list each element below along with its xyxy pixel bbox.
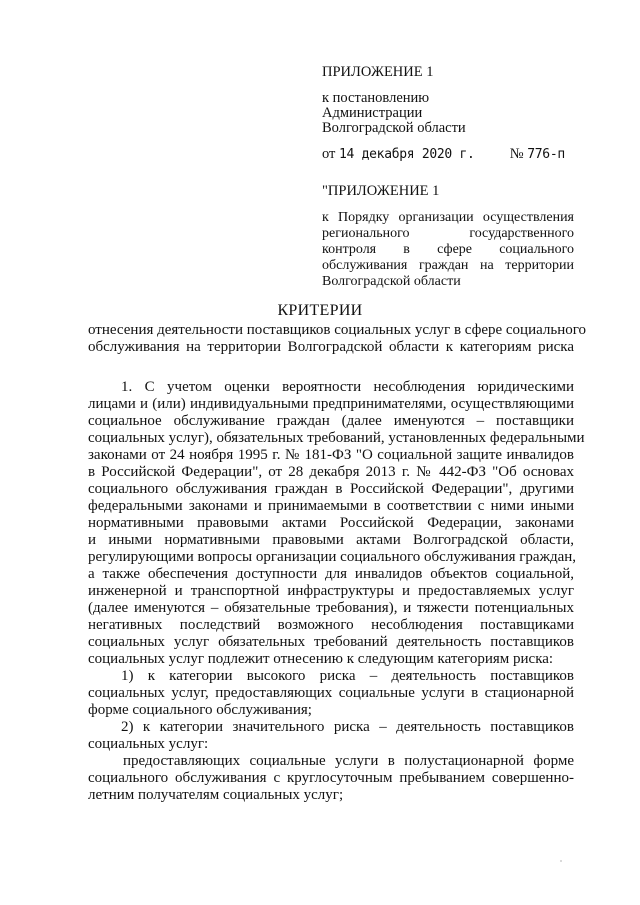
scan-speck — [560, 860, 562, 862]
body-line: а также обеспечения доступности для инвалидов объектов социальной, — [88, 566, 574, 582]
decree-date-line — [322, 146, 565, 163]
body-line: федеральными законами и принимаемыми в соответствии с ними иными — [88, 498, 574, 514]
appendix-reference-line: Администрации — [322, 105, 423, 121]
body-line: инженерной и транспортной инфраструктуры и предоставляемых услуг — [88, 583, 574, 599]
sub-item-line: социального обслуживания с круглосуточным пребыванием совершенно- — [88, 770, 574, 786]
body-line: регулирующими вопросы организации социального обслуживания граждан, — [88, 549, 577, 565]
date-prefix: от — [322, 146, 336, 162]
decree-number: 776-п — [527, 147, 565, 162]
list-item-line: 2) к категории значительного риска – деятельность поставщиков — [121, 719, 574, 735]
body-line: лицами и (или) индивидуальными предпринимателями, осуществляющими — [88, 396, 574, 412]
body-line: (далее именуются – обязательные требования), и тяжести потенциальных — [88, 600, 574, 616]
appendix-reference-line: регионального государственного — [322, 226, 574, 241]
body-line: социальных услуг), обязательных требований, установленных федеральными — [88, 430, 585, 446]
appendix-title: ПРИЛОЖЕНИЕ 1 — [322, 64, 434, 80]
document-heading: КРИТЕРИИ — [277, 302, 363, 319]
appendix-reference — [322, 210, 574, 290]
appendix-reference-line: контроля в сфере социального — [322, 242, 574, 257]
appendix-title: "ПРИЛОЖЕНИЕ 1 — [322, 183, 440, 199]
appendix-reference-line: к Порядку организации осуществления — [322, 210, 574, 225]
document-subtitle — [88, 322, 587, 356]
number-sign: № — [509, 146, 524, 162]
list-item-line: 1) к категории высокого риска – деятельность поставщиков — [121, 668, 574, 684]
body-line: нормативными правовыми актами Российской Федерации, законами — [88, 515, 574, 531]
body-line: законами от 24 ноября 1995 г. № 181-ФЗ "О социальной защите инвалидов — [88, 447, 574, 463]
subtitle-line: обслуживания на территории Волгоградской области к категориям риска — [88, 339, 574, 355]
body-line: в Российской Федерации", от 28 декабря 2013 г. № 442-ФЗ "Об основах — [88, 464, 574, 480]
document-body — [88, 379, 585, 804]
decree-date: 14 декабря 2020 г. — [339, 147, 475, 162]
body-line: негативных последствий возможного несоблюдения поставщиками — [88, 617, 574, 633]
body-line: 1. С учетом оценки вероятности несоблюдения юридическими — [121, 379, 574, 395]
appendix-reference-line: обслуживания граждан на территории — [322, 258, 574, 273]
appendix-reference-line: Волгоградской области — [322, 274, 461, 289]
body-line: социальных услуг обязательных требований деятельность поставщиков — [88, 634, 574, 650]
appendix-reference-line: к постановлению — [322, 90, 430, 106]
body-line: и иными нормативными правовыми актами Волгоградской области, — [88, 532, 574, 548]
list-item-line: социальных услуг, предоставляющих социальные услуги в стационарной — [88, 685, 574, 701]
list-item-line: форме социального обслуживания; — [88, 702, 312, 718]
body-line: социальное обслуживание граждан (далее именуются – поставщики — [88, 413, 574, 429]
appendix-reference-line: Волгоградской области — [322, 120, 466, 136]
body-line: социального обслуживания граждан в Российской Федерации", другими — [88, 481, 574, 497]
body-line: социальных услуг подлежит отнесению к следующим категориям риска: — [88, 651, 554, 667]
list-item-line: социальных услуг: — [88, 736, 209, 752]
sub-item-line: предоставляющих социальные услуги в полустационарной форме — [123, 753, 574, 769]
sub-item-line: летним получателям социальных услуг; — [88, 787, 344, 803]
subtitle-line: отнесения деятельности поставщиков социальных услуг в сфере социального — [88, 322, 587, 338]
